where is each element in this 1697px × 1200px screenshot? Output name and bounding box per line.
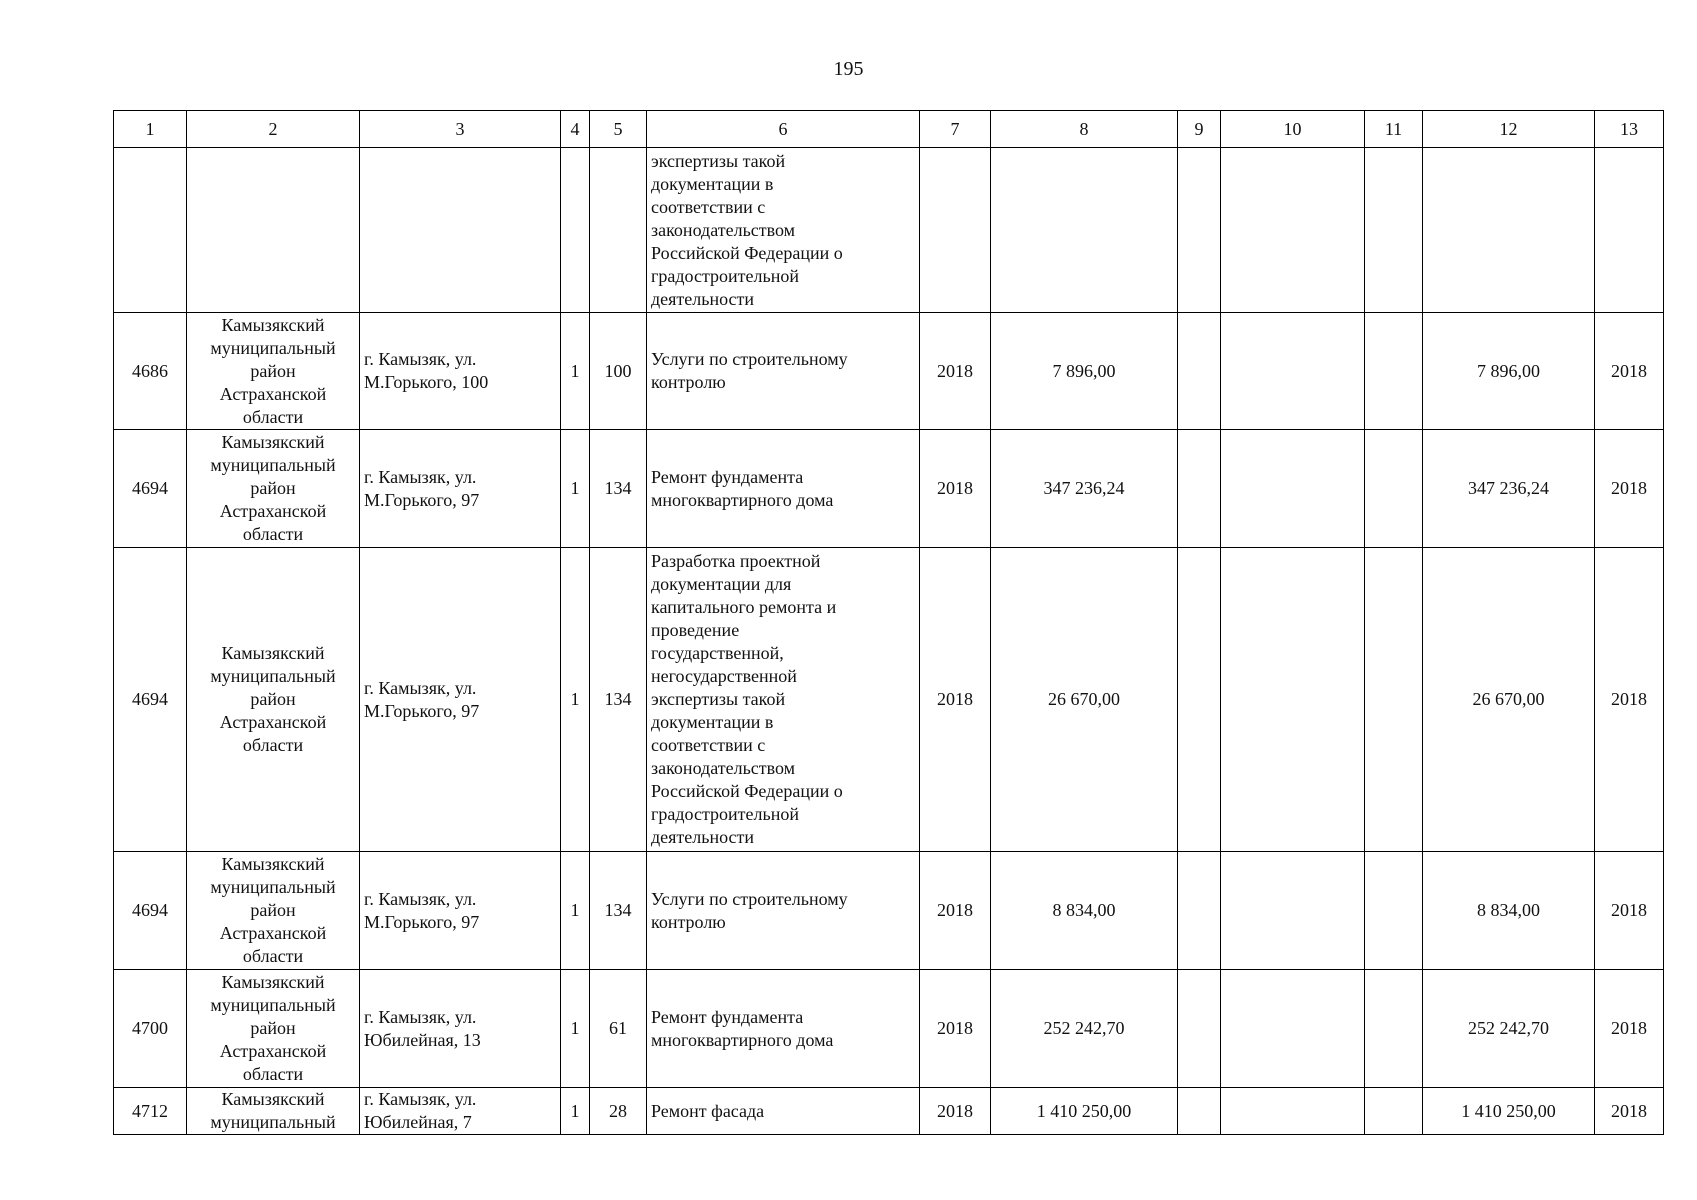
cell-col12: 252 242,70	[1423, 970, 1595, 1088]
cell-col11	[1365, 148, 1423, 313]
cell-col4: 1	[561, 1088, 590, 1135]
cell-address-text: г. Камызяк, ул. М.Горького, 97	[364, 888, 480, 932]
cell-col10	[1221, 313, 1365, 430]
data-table	[113, 110, 1664, 1135]
cell-col5: 134	[590, 852, 647, 970]
cell-municipality	[187, 148, 360, 313]
column-header: 5	[590, 111, 647, 148]
cell-col9	[1178, 430, 1221, 548]
cell-municipality	[187, 548, 360, 852]
cell-col4: 1	[561, 313, 590, 430]
cell-col12: 26 670,00	[1423, 548, 1595, 852]
cell-work-type	[647, 970, 920, 1088]
cell-work-type-text: Услуги по строительному контролю	[651, 349, 848, 392]
cell-total-cost: 1 410 250,00	[991, 1088, 1178, 1135]
cell-year: 2018	[920, 852, 991, 970]
cell-work-type-text: Услуги по строительному контролю	[651, 888, 848, 932]
column-header: 4	[561, 111, 590, 148]
cell-col4: 1	[561, 548, 590, 852]
cell-work-type-text: Разработка проектной документации для капитального ремонта и проведение государственной, негосударственной экспертизы такой документации в соответствии с законодательством Российской Федерации о градостроительной деятельности	[651, 551, 843, 847]
column-header: 8	[991, 111, 1178, 148]
cell-total-cost: 7 896,00	[991, 313, 1178, 430]
table-row	[114, 970, 1664, 1088]
cell-col10	[1221, 1088, 1365, 1135]
cell-address-text: г. Камызяк, ул. Юбилейная, 7	[364, 1089, 477, 1132]
cell-total-cost: 252 242,70	[991, 970, 1178, 1088]
cell-col13	[1595, 148, 1664, 313]
cell-total-cost: 347 236,24	[991, 430, 1178, 548]
cell-col11	[1365, 548, 1423, 852]
column-header: 2	[187, 111, 360, 148]
cell-col12	[1423, 148, 1595, 313]
cell-work-type-text: экспертизы такой документации в соответствии с законодательством Российской Федерации о градостроительной деятельности	[651, 150, 843, 309]
cell-col4: 1	[561, 852, 590, 970]
cell-municipality	[187, 313, 360, 430]
cell-col10	[1221, 970, 1365, 1088]
cell-col12: 8 834,00	[1423, 852, 1595, 970]
cell-year: 2018	[920, 970, 991, 1088]
cell-address	[360, 1088, 561, 1135]
column-header: 3	[360, 111, 561, 148]
cell-work-type	[647, 852, 920, 970]
cell-row-number: 4712	[114, 1088, 187, 1135]
cell-address-text: г. Камызяк, ул. М.Горького, 97	[364, 466, 480, 510]
cell-work-type	[647, 313, 920, 430]
cell-col10	[1221, 548, 1365, 852]
cell-address-text: г. Камызяк, ул. М.Горького, 97	[364, 677, 480, 721]
cell-col5: 61	[590, 970, 647, 1088]
cell-municipality-text: Камызякский муниципальный район Астраханской области	[210, 432, 336, 544]
column-header: 6	[647, 111, 920, 148]
cell-address	[360, 548, 561, 852]
cell-work-type	[647, 430, 920, 548]
column-header: 12	[1423, 111, 1595, 148]
cell-col5: 28	[590, 1088, 647, 1135]
cell-address	[360, 430, 561, 548]
cell-work-type-text: Ремонт фундамента многоквартирного дома	[651, 466, 834, 510]
cell-col10	[1221, 852, 1365, 970]
cell-col13: 2018	[1595, 970, 1664, 1088]
column-header: 7	[920, 111, 991, 148]
cell-municipality-text: Камызякский муниципальный район Астраханской области	[210, 314, 336, 427]
header-row	[114, 111, 1664, 148]
column-header: 9	[1178, 111, 1221, 148]
cell-address	[360, 313, 561, 430]
cell-col12: 347 236,24	[1423, 430, 1595, 548]
cell-total-cost	[991, 148, 1178, 313]
cell-work-type	[647, 548, 920, 852]
cell-col10	[1221, 148, 1365, 313]
cell-col13: 2018	[1595, 313, 1664, 430]
cell-municipality-text: Камызякский муниципальный район Астраханской области	[210, 972, 336, 1084]
table-row	[114, 548, 1664, 852]
cell-municipality	[187, 430, 360, 548]
cell-municipality-text: Камызякский муниципальный район Астраханской области	[210, 643, 336, 755]
cell-col5: 134	[590, 548, 647, 852]
cell-work-type	[647, 148, 920, 313]
cell-col4: 1	[561, 970, 590, 1088]
cell-work-type-text: Ремонт фундамента многоквартирного дома	[651, 1006, 834, 1050]
cell-municipality	[187, 970, 360, 1088]
cell-work-type	[647, 1088, 920, 1135]
cell-year: 2018	[920, 548, 991, 852]
cell-col13: 2018	[1595, 548, 1664, 852]
page-number: 195	[833, 58, 864, 80]
cell-year	[920, 148, 991, 313]
cell-col9	[1178, 313, 1221, 430]
cell-col9	[1178, 1088, 1221, 1135]
cell-col11	[1365, 1088, 1423, 1135]
table-row	[114, 852, 1664, 970]
table-row	[114, 1088, 1664, 1135]
cell-col5: 100	[590, 313, 647, 430]
cell-col4	[561, 148, 590, 313]
cell-col5	[590, 148, 647, 313]
cell-year: 2018	[920, 430, 991, 548]
cell-col5: 134	[590, 430, 647, 548]
cell-col11	[1365, 970, 1423, 1088]
cell-col10	[1221, 430, 1365, 548]
cell-address-text: г. Камызяк, ул. Юбилейная, 13	[364, 1006, 481, 1050]
cell-year: 2018	[920, 313, 991, 430]
cell-col4: 1	[561, 430, 590, 548]
column-header: 1	[114, 111, 187, 148]
cell-col11	[1365, 313, 1423, 430]
cell-municipality-text: Камызякский муниципальный район Астраханской области	[210, 854, 336, 966]
cell-col13: 2018	[1595, 430, 1664, 548]
column-header: 11	[1365, 111, 1423, 148]
cell-col9	[1178, 970, 1221, 1088]
cell-col9	[1178, 548, 1221, 852]
table-row-continuation	[114, 148, 1664, 313]
cell-address	[360, 148, 561, 313]
cell-col12: 1 410 250,00	[1423, 1088, 1595, 1135]
cell-row-number: 4694	[114, 430, 187, 548]
cell-work-type-text: Ремонт фасада	[651, 1100, 765, 1121]
cell-address-text: г. Камызяк, ул. М.Горького, 100	[364, 349, 489, 392]
cell-total-cost: 8 834,00	[991, 852, 1178, 970]
cell-row-number: 4700	[114, 970, 187, 1088]
cell-col11	[1365, 430, 1423, 548]
cell-row-number: 4686	[114, 313, 187, 430]
cell-municipality	[187, 1088, 360, 1135]
cell-col9	[1178, 852, 1221, 970]
cell-col12: 7 896,00	[1423, 313, 1595, 430]
cell-col13: 2018	[1595, 852, 1664, 970]
cell-row-number: 4694	[114, 852, 187, 970]
cell-row-number: 4694	[114, 548, 187, 852]
column-header: 10	[1221, 111, 1365, 148]
cell-municipality	[187, 852, 360, 970]
cell-year: 2018	[920, 1088, 991, 1135]
cell-total-cost: 26 670,00	[991, 548, 1178, 852]
cell-municipality-text: Камызякский муниципальный	[210, 1089, 336, 1132]
cell-address	[360, 852, 561, 970]
table-row	[114, 430, 1664, 548]
cell-col9	[1178, 148, 1221, 313]
table-row	[114, 313, 1664, 430]
column-header: 13	[1595, 111, 1664, 148]
cell-row-number	[114, 148, 187, 313]
cell-col11	[1365, 852, 1423, 970]
cell-address	[360, 970, 561, 1088]
cell-col13: 2018	[1595, 1088, 1664, 1135]
